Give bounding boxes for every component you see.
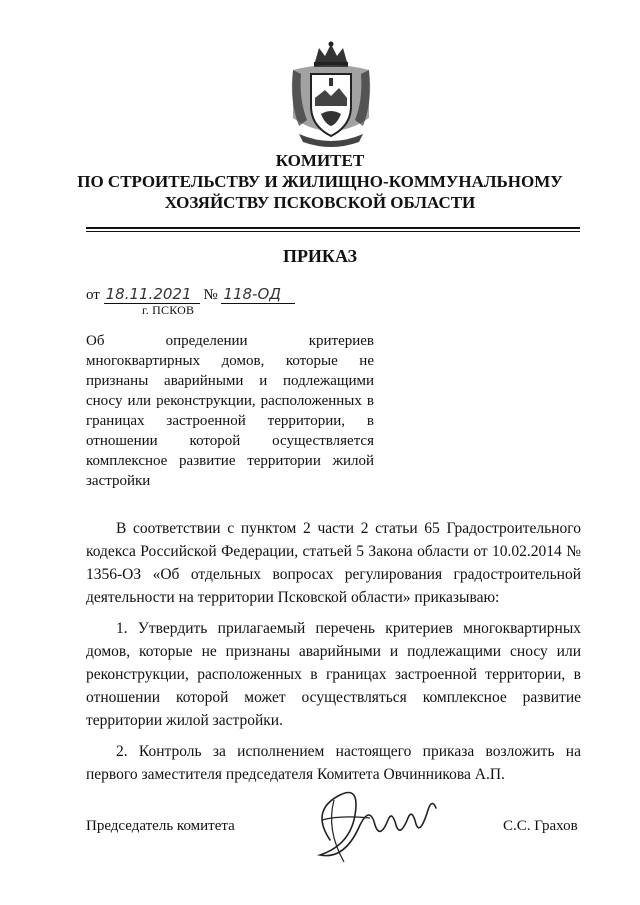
signatory-name: С.С. Грахов [503, 818, 578, 834]
org-line-2: ПО СТРОИТЕЛЬСТВУ И ЖИЛИЩНО-КОММУНАЛЬНОМУ [77, 172, 563, 191]
document-type-title: ПРИКАЗ [282, 246, 358, 266]
city-label: г. ПСКОВ [142, 303, 195, 317]
header-divider-thick [86, 227, 580, 229]
date-number-line [86, 285, 295, 304]
order-subject: Об определении критериев многоквартирных домов, которые не признаны аварийными и подлежащими сносу или реконструкции, расположенных в границах застроенной территории, в отношении которой осуществляется комплексное развитие территории жилой застройки [86, 333, 374, 489]
org-line-1: КОМИТЕТ [275, 151, 365, 170]
header-divider-thin [86, 231, 580, 232]
item-1-paragraph: 1. Утвердить прилагаемый перечень критериев многоквартирных домов, которые не признаны аварийными и подлежащими сносу или реконструкции, расположенных в границах застроенной территории, в отношении которой может осуществляться комплексное развитие территории жилой застройки. [86, 620, 581, 729]
item-2-paragraph: 2. Контроль за исполнением настоящего приказа возложить на первого заместителя председателя Комитета Овчинникова А.П. [86, 743, 581, 783]
handwritten-number: 118-ОД [221, 285, 295, 304]
handwritten-signature-icon [300, 780, 450, 870]
handwritten-date: 18.11.2021 [104, 285, 200, 304]
preamble-paragraph: В соответствии с пунктом 2 части 2 статьи 65 Градостроительного кодекса Российской Федерации, статьей 5 Закона области от 10.02.2014 № 1356-ОЗ «Об отдельных вопросах регулирования градостроительной деятельности на территории Псковской области» приказываю: [86, 520, 581, 606]
organization-name [60, 150, 580, 213]
signatory-position: Председатель комитета [86, 818, 235, 834]
order-body [86, 517, 581, 794]
date-prefix: от [86, 287, 100, 303]
org-line-3: ХОЗЯЙСТВУ ПСКОВСКОЙ ОБЛАСТИ [164, 193, 476, 212]
coat-of-arms-emblem-icon [285, 40, 377, 150]
number-prefix: № [203, 287, 218, 303]
